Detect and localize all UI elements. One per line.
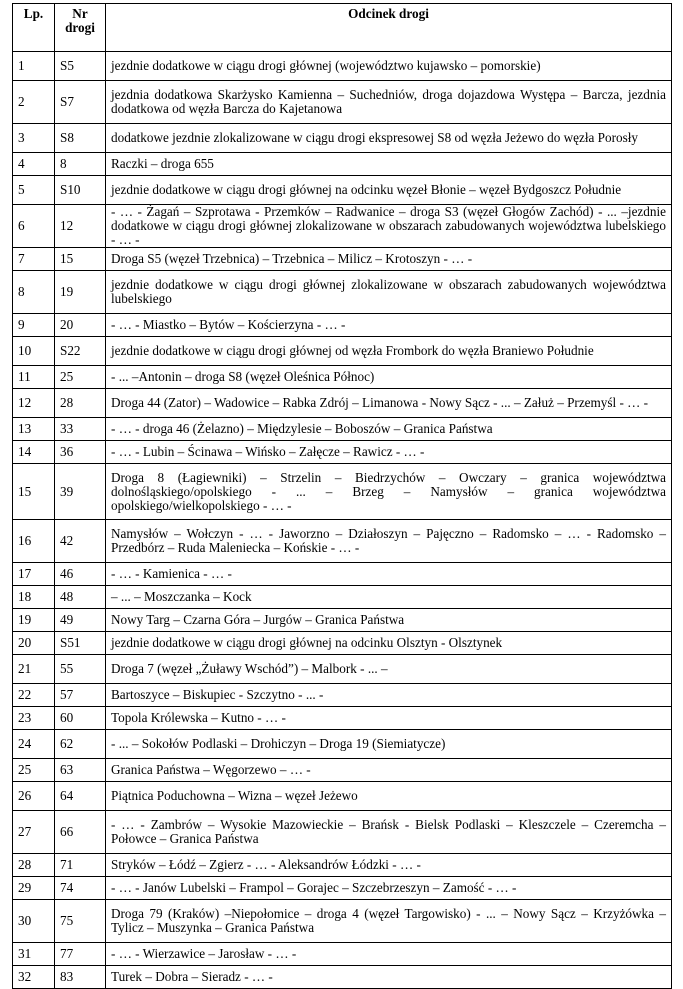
table-row: [13, 248, 672, 271]
cell-nr-drogi: S8: [55, 124, 106, 153]
cell-odcinek-drogi: - … - droga 46 (Żelazno) – Międzylesie – Boboszów – Granica Państwa: [106, 418, 672, 441]
table-row: [13, 782, 672, 811]
cell-nr-drogi: 15: [55, 248, 106, 271]
cell-nr-drogi: S7: [55, 81, 106, 124]
cell-odcinek-drogi: Droga 8 (Łagiewniki) – Strzelin – Biedrzychów – Owczary – granica województwa dolnośląskiego/opolskiego - ... – Brzeg – Namysłów – granica województwa opolskiego/wielkopolskiego - … -: [106, 464, 672, 520]
cell-odcinek-drogi: jezdnie dodatkowe w ciągu drogi głównej na odcinku węzeł Błonie – węzeł Bydgoszcz Południe: [106, 176, 672, 205]
cell-nr-drogi: 42: [55, 520, 106, 563]
cell-nr-drogi: 77: [55, 943, 106, 966]
cell-odcinek-drogi: Bartoszyce – Biskupiec - Szczytno - ... -: [106, 684, 672, 707]
cell-lp: 8: [13, 271, 55, 314]
cell-nr-drogi: 66: [55, 811, 106, 854]
cell-lp: 7: [13, 248, 55, 271]
table-row: [13, 124, 672, 153]
cell-odcinek-drogi: - … - Miastko – Bytów – Kościerzyna - … -: [106, 314, 672, 337]
cell-lp: 31: [13, 943, 55, 966]
table-row: [13, 271, 672, 314]
table-row: [13, 877, 672, 900]
cell-odcinek-drogi: Nowy Targ – Czarna Góra – Jurgów – Granica Państwa: [106, 609, 672, 632]
cell-nr-drogi: 19: [55, 271, 106, 314]
cell-odcinek-drogi: Turek – Dobra – Sieradz - … -: [106, 966, 672, 989]
cell-lp: 2: [13, 81, 55, 124]
cell-nr-drogi: 49: [55, 609, 106, 632]
cell-lp: 11: [13, 366, 55, 389]
table-row: [13, 563, 672, 586]
cell-nr-drogi: 36: [55, 441, 106, 464]
table-row: [13, 153, 672, 176]
cell-lp: 5: [13, 176, 55, 205]
header-nr-drogi: [55, 4, 106, 52]
table-row: [13, 811, 672, 854]
table-header-row: [13, 4, 672, 52]
cell-odcinek-drogi: - … - Kamienica - … -: [106, 563, 672, 586]
cell-odcinek-drogi: - ... – Sokołów Podlaski – Drohiczyn – Droga 19 (Siemiatycze): [106, 730, 672, 759]
cell-lp: 4: [13, 153, 55, 176]
table-row: [13, 52, 672, 81]
table-row: [13, 81, 672, 124]
cell-nr-drogi: S22: [55, 337, 106, 366]
cell-nr-drogi: 75: [55, 900, 106, 943]
cell-lp: 6: [13, 205, 55, 248]
cell-nr-drogi: 48: [55, 586, 106, 609]
cell-odcinek-drogi: Topola Królewska – Kutno - … -: [106, 707, 672, 730]
cell-nr-drogi: 64: [55, 782, 106, 811]
road-sections-table: [12, 3, 672, 989]
cell-odcinek-drogi: Piątnica Poduchowna – Wizna – węzeł Jeżewo: [106, 782, 672, 811]
cell-lp: 17: [13, 563, 55, 586]
cell-lp: 15: [13, 464, 55, 520]
cell-nr-drogi: S10: [55, 176, 106, 205]
cell-lp: 10: [13, 337, 55, 366]
cell-nr-drogi: 39: [55, 464, 106, 520]
cell-odcinek-drogi: jezdnie dodatkowe w ciągu drogi głównej (województwo kujawsko – pomorskie): [106, 52, 672, 81]
table-row: [13, 176, 672, 205]
cell-nr-drogi: 20: [55, 314, 106, 337]
cell-lp: 13: [13, 418, 55, 441]
table-row: [13, 389, 672, 418]
cell-odcinek-drogi: - … - Wierzawice – Jarosław - … -: [106, 943, 672, 966]
table-row: [13, 418, 672, 441]
cell-odcinek-drogi: Droga 44 (Zator) – Wadowice – Rabka Zdrój – Limanowa - Nowy Sącz - ... – Załuż – Przemyśl - … -: [106, 389, 672, 418]
cell-odcinek-drogi: - … - Lubin – Ścinawa – Wińsko – Załęcze – Rawicz - … -: [106, 441, 672, 464]
cell-odcinek-drogi: dodatkowe jezdnie zlokalizowane w ciągu drogi ekspresowej S8 od węzła Jeżewo do węzła Porosły: [106, 124, 672, 153]
table-row: [13, 632, 672, 655]
cell-odcinek-drogi: jezdnia dodatkowa Skarżysko Kamienna – Suchedniów, droga dojazdowa Występa – Barcza, jezdnia dodatkowa od węzła Barcza do Kajetanowa: [106, 81, 672, 124]
cell-nr-drogi: 63: [55, 759, 106, 782]
cell-odcinek-drogi: Raczki – droga 655: [106, 153, 672, 176]
cell-nr-drogi: 28: [55, 389, 106, 418]
cell-lp: 27: [13, 811, 55, 854]
table-row: [13, 730, 672, 759]
cell-nr-drogi: 71: [55, 854, 106, 877]
cell-nr-drogi: 12: [55, 205, 106, 248]
header-nr-line1: Nr: [72, 6, 88, 21]
cell-lp: 20: [13, 632, 55, 655]
table-row: [13, 441, 672, 464]
header-odcinek-drogi: Odcinek drogi: [106, 4, 672, 52]
cell-odcinek-drogi: jezdnie dodatkowe w ciągu drogi głównej na odcinku Olsztyn - Olsztynek: [106, 632, 672, 655]
table-row: [13, 586, 672, 609]
cell-lp: 3: [13, 124, 55, 153]
cell-odcinek-drogi: – ... – Moszczanka – Kock: [106, 586, 672, 609]
table-row: [13, 854, 672, 877]
cell-nr-drogi: S5: [55, 52, 106, 81]
cell-lp: 18: [13, 586, 55, 609]
cell-lp: 21: [13, 655, 55, 684]
cell-odcinek-drogi: Droga 7 (węzeł „Żuławy Wschód”) – Malbork - ... –: [106, 655, 672, 684]
cell-nr-drogi: 55: [55, 655, 106, 684]
cell-nr-drogi: 33: [55, 418, 106, 441]
table-row: [13, 943, 672, 966]
cell-odcinek-drogi: jezdnie dodatkowe w ciągu drogi głównej zlokalizowane w obszarach zabudowanych województwa lubelskiego: [106, 271, 672, 314]
table-row: [13, 609, 672, 632]
cell-lp: 1: [13, 52, 55, 81]
cell-nr-drogi: S51: [55, 632, 106, 655]
table-row: [13, 366, 672, 389]
cell-odcinek-drogi: - … - Zambrów – Wysokie Mazowieckie – Brańsk - Bielsk Podlaski – Kleszczele – Czeremcha – Połowce – Granica Państwa: [106, 811, 672, 854]
cell-odcinek-drogi: - ... –Antonin – droga S8 (węzeł Oleśnica Północ): [106, 366, 672, 389]
cell-lp: 23: [13, 707, 55, 730]
table-row: [13, 520, 672, 563]
table-row: [13, 707, 672, 730]
cell-nr-drogi: 62: [55, 730, 106, 759]
table-row: [13, 966, 672, 989]
cell-odcinek-drogi: Granica Państwa – Węgorzewo – … -: [106, 759, 672, 782]
cell-nr-drogi: 60: [55, 707, 106, 730]
table-row: [13, 314, 672, 337]
header-lp: Lp.: [13, 4, 55, 52]
table-row: [13, 759, 672, 782]
table-row: [13, 684, 672, 707]
cell-lp: 14: [13, 441, 55, 464]
cell-nr-drogi: 83: [55, 966, 106, 989]
cell-odcinek-drogi: - … - Żagań – Szprotawa - Przemków – Radwanice – droga S3 (węzeł Głogów Zachód) - ... –jezdnie dodatkowe w ciągu drogi głównej zlokalizowane w obszarach zabudowanych województwa lubelskiego - … -: [106, 205, 672, 248]
cell-lp: 25: [13, 759, 55, 782]
table-row: [13, 205, 672, 248]
cell-lp: 12: [13, 389, 55, 418]
document-page: [12, 3, 671, 989]
cell-odcinek-drogi: Stryków – Łódź – Zgierz - … - Aleksandrów Łódzki - … -: [106, 854, 672, 877]
cell-lp: 26: [13, 782, 55, 811]
cell-nr-drogi: 46: [55, 563, 106, 586]
cell-odcinek-drogi: Namysłów – Wołczyn - … - Jaworzno – Działoszyn – Pajęczno – Radomsko – … - Radomsko – Przedbórz – Ruda Maleniecka – Końskie - … -: [106, 520, 672, 563]
table-body: [13, 52, 672, 989]
cell-nr-drogi: 57: [55, 684, 106, 707]
cell-lp: 22: [13, 684, 55, 707]
cell-lp: 32: [13, 966, 55, 989]
cell-nr-drogi: 74: [55, 877, 106, 900]
cell-odcinek-drogi: Droga 79 (Kraków) –Niepołomice – droga 4 (węzeł Targowisko) - ... – Nowy Sącz – Krzyżówka – Tylicz – Muszynka – Granica Państwa: [106, 900, 672, 943]
header-nr-line2: drogi: [65, 20, 95, 35]
cell-lp: 19: [13, 609, 55, 632]
cell-nr-drogi: 25: [55, 366, 106, 389]
cell-lp: 30: [13, 900, 55, 943]
cell-lp: 29: [13, 877, 55, 900]
cell-odcinek-drogi: Droga S5 (węzeł Trzebnica) – Trzebnica – Milicz – Krotoszyn - … -: [106, 248, 672, 271]
table-row: [13, 337, 672, 366]
cell-odcinek-drogi: - … - Janów Lubelski – Frampol – Gorajec – Szczebrzeszyn – Zamość - … -: [106, 877, 672, 900]
table-row: [13, 464, 672, 520]
cell-lp: 24: [13, 730, 55, 759]
table-row: [13, 900, 672, 943]
cell-nr-drogi: 8: [55, 153, 106, 176]
cell-lp: 9: [13, 314, 55, 337]
table-row: [13, 655, 672, 684]
cell-lp: 16: [13, 520, 55, 563]
cell-lp: 28: [13, 854, 55, 877]
cell-odcinek-drogi: jezdnie dodatkowe w ciągu drogi głównej od węzła Frombork do węzła Braniewo Południe: [106, 337, 672, 366]
